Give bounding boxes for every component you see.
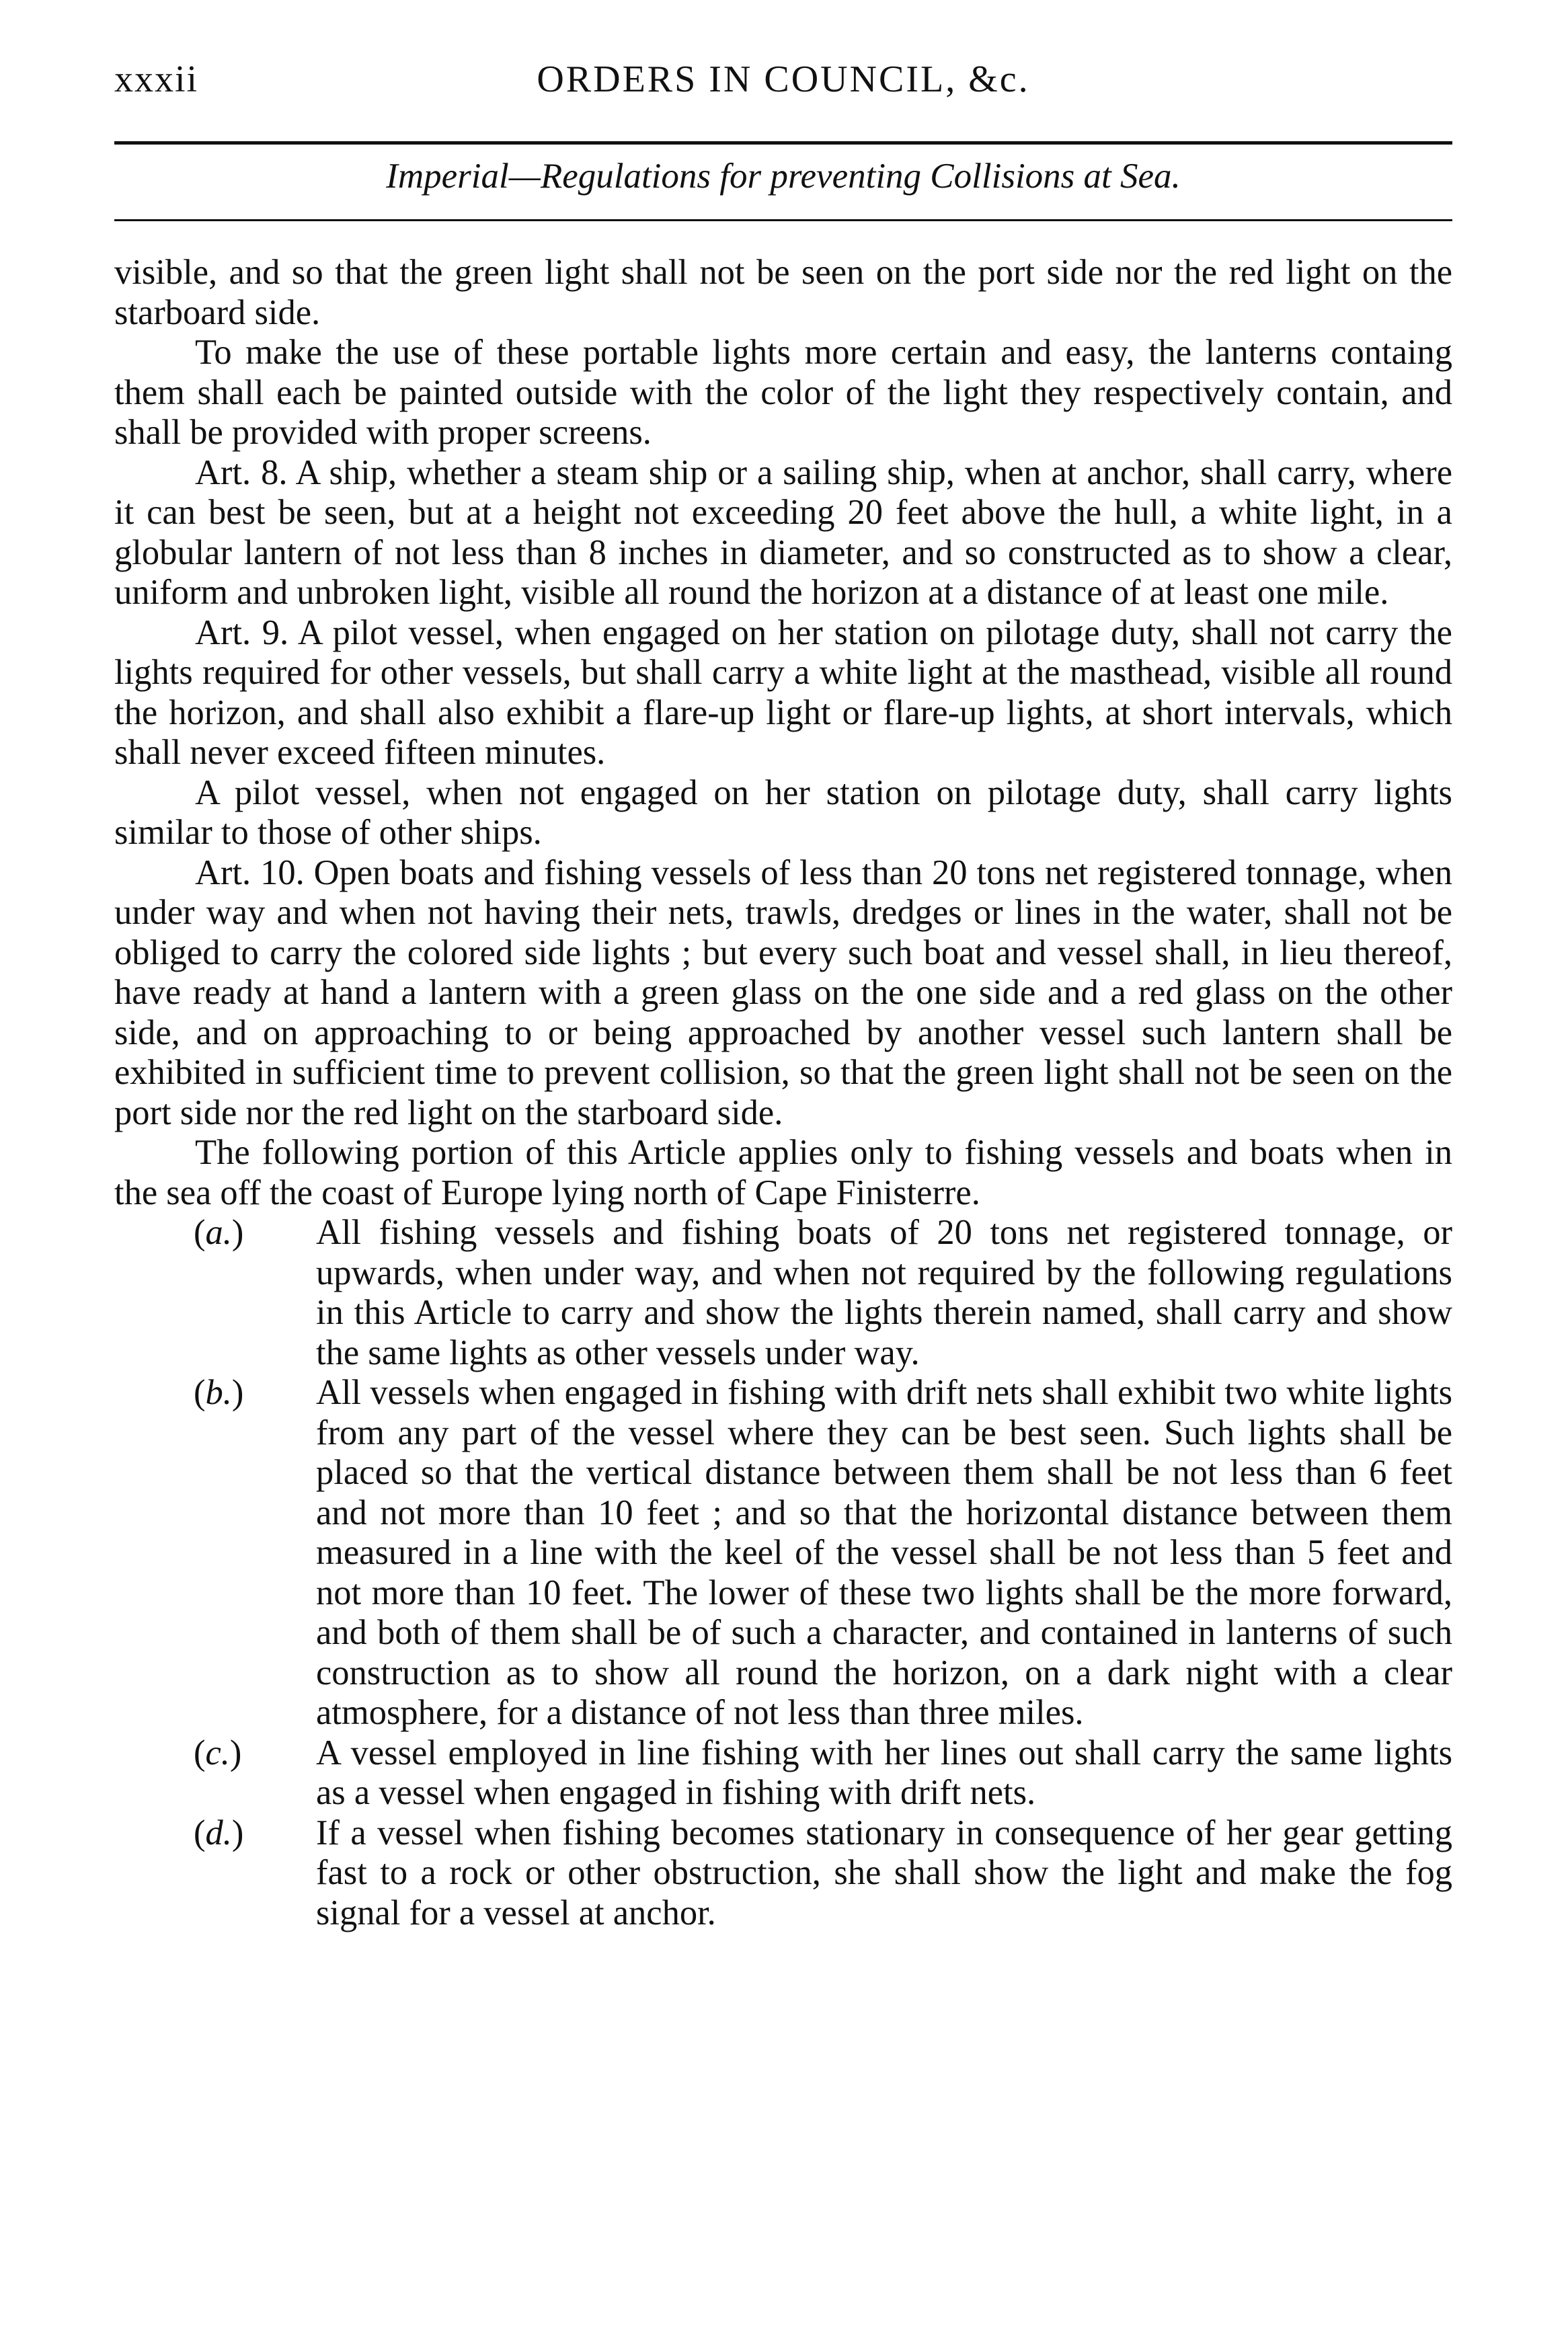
clause-text: All vessels when engaged in fishing with drift nets shall exhibit two white lights from any part of the vessel where they can be best seen. Such lights shall be placed so that the vertical distance between them shall be not less than 6 feet and not more than 10 feet ; and so that the horizontal distance between them measured in a line with the keel of the vessel shall be not less than 5 feet and not more than 10 feet. The lower of these two lights shall be the more forward, and both of them shall be of such a character, and contained in lanterns of such construction as to show all round the horizon, on a dark night with a clear atmosphere, for a distance of not less than three miles.: [316, 1373, 1452, 1732]
paragraph: visible, and so that the green light shall not be seen on the port side nor the red light on the starboard side.: [114, 253, 1452, 332]
clause-c: [114, 1733, 1452, 1813]
header-rule: [114, 141, 1452, 145]
clause-label: (d.): [194, 1813, 244, 1852]
paragraph-article-10: Art. 10. Open boats and fishing vessels of less than 20 tons net registered tonnage, when under way and when not having their nets, trawls, dredges or lines in the water, shall not be obliged to carry the colored side lights ; but every such boat and vessel shall, in lieu thereof, have ready at hand a lantern with a green glass on the one side and a red glass on the other side, and on approaching to or being approached by another vessel such lantern shall be exhibited in sufficient time to prevent collision, so that the green light shall not be seen on the port side nor the red light on the starboard side.: [114, 853, 1452, 1132]
clause-d: [114, 1813, 1452, 1934]
page-number: xxxii: [114, 58, 199, 100]
paragraph: To make the use of these portable lights more certain and easy, the lanterns containg them shall each be painted outside with the color of the light they respectively contain, and shall be provided with proper screens.: [114, 333, 1452, 452]
clause-a: [114, 1213, 1452, 1373]
paragraph-article-9: Art. 9. A pilot vessel, when engaged on her station on pilotage duty, shall not carry the lights required for other vessels, but shall carry a white light at the masthead, visible all round the horizon, and shall also exhibit a flare-up light or flare-up lights, at short intervals, which shall never exceed fifteen minutes.: [114, 613, 1452, 772]
body-text: [114, 253, 1452, 1933]
clause-b: [114, 1373, 1452, 1733]
clause-label: (b.): [194, 1373, 244, 1412]
paragraph-article-8: Art. 8. A ship, whether a steam ship or a sailing ship, when at anchor, shall carry, where it can best be seen, but at a height not exceeding 20 feet above the hull, a white light, in a globular lantern of not less than 8 inches in diameter, and so constructed as to show a clear, uniform and unbroken light, visible all round the horizon at a distance of at least one mile.: [114, 453, 1452, 612]
clause-label: (c.): [194, 1733, 242, 1772]
clause-text: All fishing vessels and fishing boats of 20 tons net registered tonnage, or upwards, when under way, and when not required by the following regulations in this Article to carry and show the lights therein named, shall carry and show the same lights as other vessels under way.: [316, 1213, 1452, 1372]
clause-label: (a.): [194, 1213, 244, 1252]
clause-text: A vessel employed in line fishing with her lines out shall carry the same lights as a vessel when engaged in fishing with drift nets.: [316, 1733, 1452, 1812]
clause-text: If a vessel when fishing becomes stationary in consequence of her gear getting fast to a rock or other obstruction, she shall show the light and make the fog signal for a vessel at anchor.: [316, 1813, 1452, 1932]
page-header: [114, 58, 1452, 112]
section-title: Imperial—Regulations for preventing Collisions at Sea.: [386, 157, 1181, 196]
running-title: ORDERS IN COUNCIL, &c.: [537, 58, 1030, 100]
paragraph: A pilot vessel, when not engaged on her station on pilotage duty, shall carry lights similar to those of other ships.: [114, 773, 1452, 852]
section-rule: [114, 219, 1452, 221]
paragraph: The following portion of this Article applies only to fishing vessels and boats when in the sea off the coast of Europe lying north of Cape Finisterre.: [114, 1133, 1452, 1212]
